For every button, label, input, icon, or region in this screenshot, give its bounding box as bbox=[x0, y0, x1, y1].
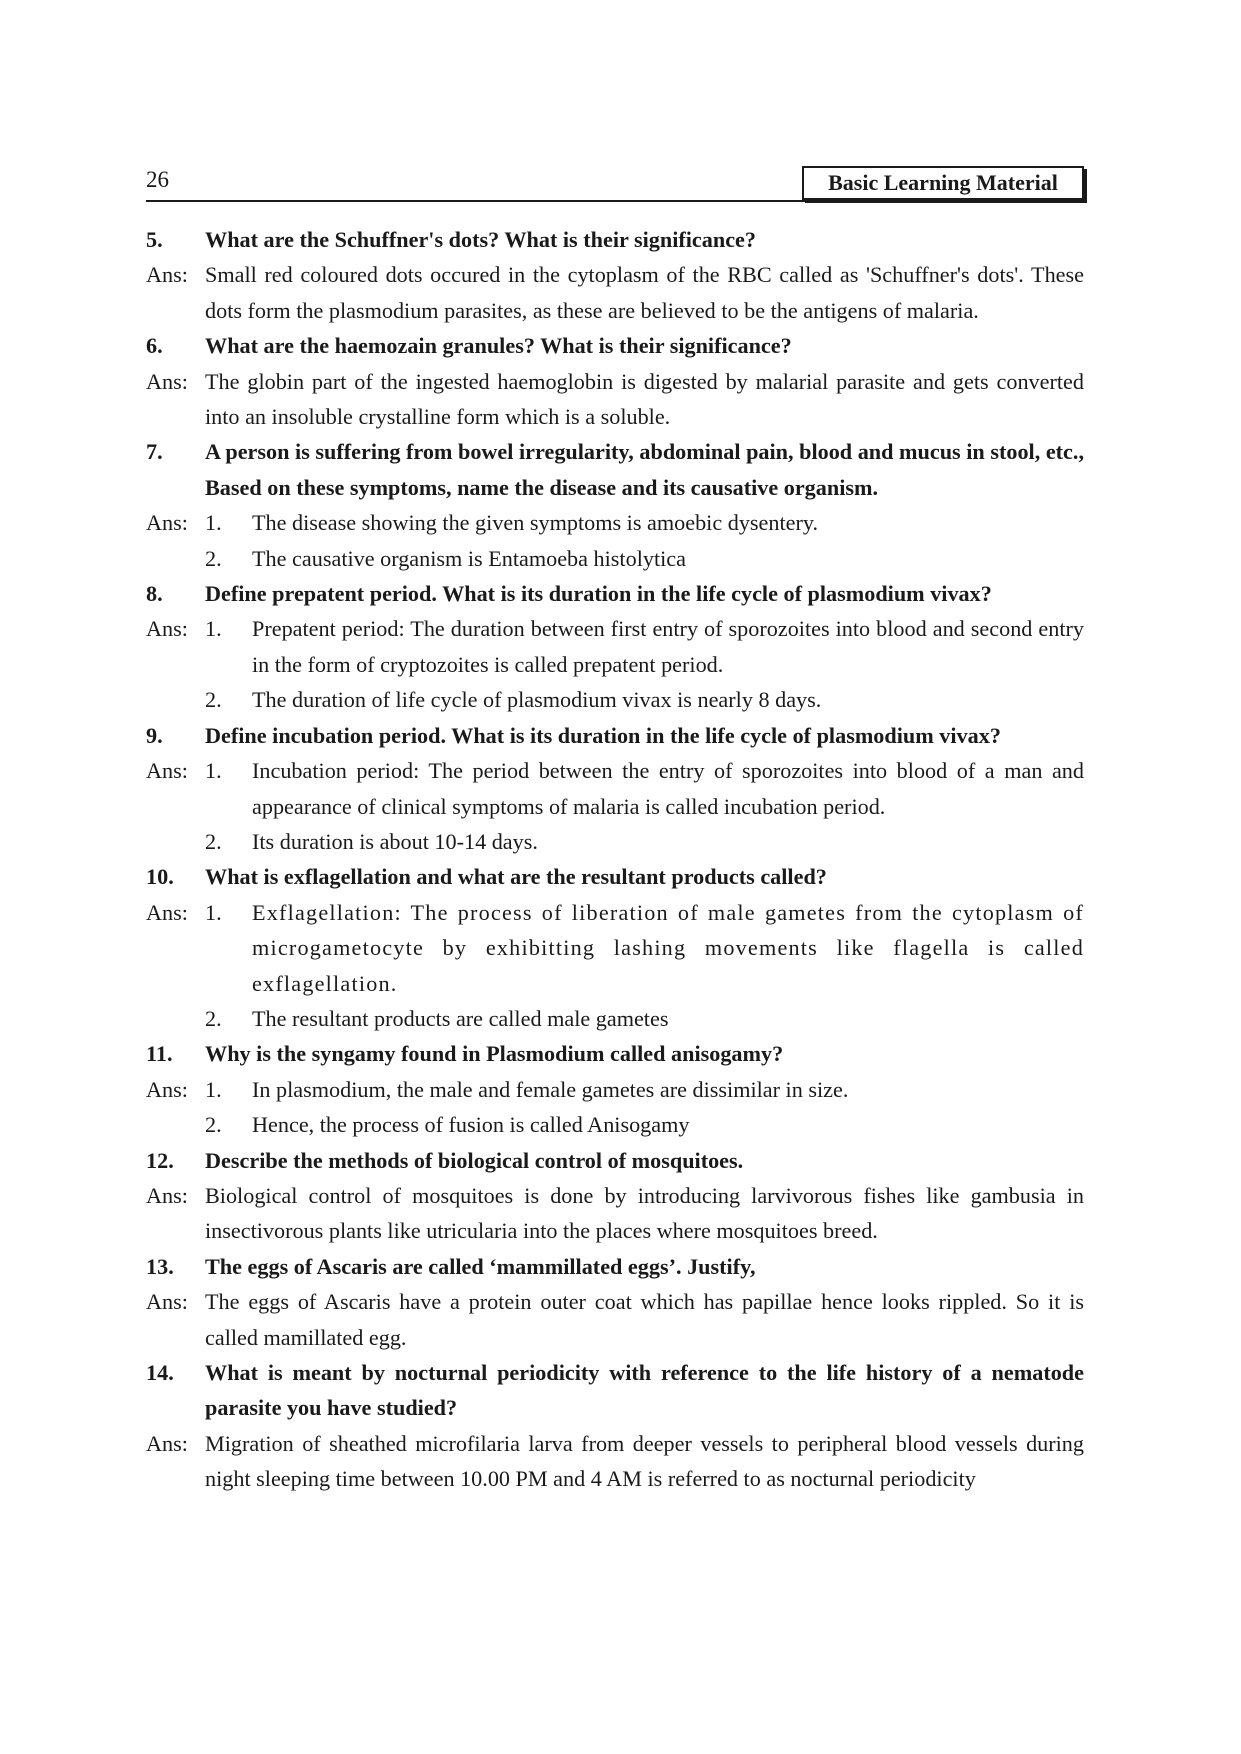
answer-row bbox=[146, 895, 1094, 1037]
answer-point bbox=[205, 753, 1084, 824]
header-rule bbox=[146, 200, 1086, 202]
answer-row bbox=[146, 1072, 1094, 1143]
answer-text: The eggs of Ascaris have a protein outer coat which has papillae hence looks rippled. So it is called mamillated egg. bbox=[205, 1289, 1084, 1350]
question-row bbox=[146, 328, 1094, 363]
question-number: 6. bbox=[146, 333, 163, 359]
answer-label: Ans: bbox=[146, 262, 188, 288]
question-number: 10. bbox=[146, 864, 174, 890]
point-text: The causative organism is Entamoeba histolytica bbox=[252, 545, 686, 571]
point-number: 1. bbox=[205, 758, 222, 784]
answer-row bbox=[146, 1426, 1094, 1497]
point-text: Prepatent period: The duration between first entry of sporozoites into blood and second entry in the form of cryptozoites is called prepatent period. bbox=[252, 616, 1084, 677]
question-text: A person is suffering from bowel irregularity, abdominal pain, blood and mucus in stool, etc., Based on these symptoms, name the disease and its causative organism. bbox=[205, 439, 1084, 500]
point-text: The duration of life cycle of plasmodium vivax is nearly 8 days. bbox=[252, 687, 822, 713]
answer-points bbox=[205, 505, 1094, 576]
question-row bbox=[146, 859, 1094, 894]
question-text: What are the haemozain granules? What is their significance? bbox=[205, 333, 792, 359]
answer-points bbox=[205, 753, 1094, 859]
question-number: 9. bbox=[146, 722, 163, 748]
point-text: Its duration is about 10-14 days. bbox=[252, 828, 538, 854]
answer-text: Migration of sheathed microfilaria larva from deeper vessels to peripheral blood vessels during night sleeping time between 10.00 PM and 4 AM is referred to as nocturnal periodicity bbox=[205, 1430, 1084, 1492]
answer-label: Ans: bbox=[146, 510, 188, 536]
answer-point bbox=[205, 1107, 1084, 1142]
question-number: 13. bbox=[146, 1253, 174, 1279]
answer-text: Small red coloured dots occured in the cytoplasm of the RBC called as 'Schuffner's dots'. These dots form the plasmodium parasites, as these are believed to be the antigens of malaria. bbox=[205, 262, 1084, 323]
point-text: Hence, the process of fusion is called Anisogamy bbox=[252, 1112, 690, 1138]
point-text: The resultant products are called male gametes bbox=[252, 1005, 669, 1031]
answer-text: Biological control of mosquitoes is done by introducing larvivorous fishes like gambusia in insectivorous plants like utricularia into the places where mosquitoes breed. bbox=[205, 1182, 1084, 1244]
question-row bbox=[146, 1249, 1094, 1284]
question-text: Why is the syngamy found in Plasmodium called anisogamy? bbox=[205, 1041, 784, 1067]
answer-label: Ans: bbox=[146, 616, 188, 642]
point-text: Exflagellation: The process of liberation of male gametes from the cytoplasm of microgametocyte by exhibitting lashing movements like flagella is called exflagellation. bbox=[252, 899, 1084, 996]
answer-point bbox=[205, 541, 1084, 576]
question-row bbox=[146, 222, 1094, 257]
point-text: In plasmodium, the male and female gametes are dissimilar in size. bbox=[252, 1076, 849, 1102]
point-number: 2. bbox=[205, 1005, 222, 1031]
question-row bbox=[146, 1355, 1094, 1426]
answer-point bbox=[205, 1001, 1084, 1036]
answer-row bbox=[146, 1178, 1094, 1249]
answer-point bbox=[205, 611, 1084, 682]
question-number: 8. bbox=[146, 581, 163, 607]
answer-row bbox=[146, 505, 1094, 576]
point-number: 2. bbox=[205, 828, 222, 854]
answer-point bbox=[205, 895, 1084, 1001]
answer-label: Ans: bbox=[146, 1076, 188, 1102]
answer-point bbox=[205, 505, 1084, 540]
point-number: 1. bbox=[205, 510, 222, 536]
answer-label: Ans: bbox=[146, 1430, 188, 1456]
point-number: 1. bbox=[205, 899, 222, 925]
answer-points bbox=[205, 611, 1094, 717]
answer-label: Ans: bbox=[146, 899, 188, 925]
point-number: 2. bbox=[205, 545, 222, 571]
answer-text: The globin part of the ingested haemoglobin is digested by malarial parasite and gets converted into an insoluble crystalline form which is a soluble. bbox=[205, 368, 1084, 430]
question-row bbox=[146, 434, 1094, 505]
answer-point bbox=[205, 1072, 1084, 1107]
answer-points bbox=[205, 1072, 1094, 1143]
question-text: Describe the methods of biological control of mosquitoes. bbox=[205, 1147, 744, 1173]
page-number: 26 bbox=[146, 167, 169, 192]
answer-row bbox=[146, 364, 1094, 435]
answer-point bbox=[205, 682, 1084, 717]
point-text: The disease showing the given symptoms is amoebic dysentery. bbox=[252, 510, 819, 536]
point-number: 1. bbox=[205, 616, 222, 642]
question-number: 5. bbox=[146, 227, 163, 252]
question-text: Define prepatent period. What is its duration in the life cycle of plasmodium vivax? bbox=[205, 581, 992, 607]
question-text: The eggs of Ascaris are called ‘mammillated eggs’. Justify, bbox=[205, 1253, 756, 1279]
answer-points bbox=[205, 895, 1094, 1037]
answer-label: Ans: bbox=[146, 758, 188, 784]
question-row bbox=[146, 576, 1094, 611]
question-row bbox=[146, 1036, 1094, 1071]
question-number: 7. bbox=[146, 439, 163, 465]
running-header: Basic Learning Material bbox=[802, 166, 1084, 200]
question-number: 11. bbox=[146, 1041, 173, 1067]
qa-list bbox=[146, 222, 1094, 1497]
question-text: What are the Schuffner's dots? What is their significance? bbox=[205, 227, 756, 252]
point-number: 2. bbox=[205, 1112, 222, 1138]
answer-label: Ans: bbox=[146, 1289, 188, 1315]
question-number: 12. bbox=[146, 1147, 174, 1173]
point-text: Incubation period: The period between the entry of sporozoites into blood of a man and appearance of clinical symptoms of malaria is called incubation period. bbox=[252, 758, 1084, 819]
question-number: 14. bbox=[146, 1360, 174, 1385]
answer-row bbox=[146, 753, 1094, 859]
question-row bbox=[146, 1143, 1094, 1178]
answer-point bbox=[205, 824, 1084, 859]
question-text: What is exflagellation and what are the resultant products called? bbox=[205, 864, 827, 890]
question-row bbox=[146, 718, 1094, 753]
answer-label: Ans: bbox=[146, 368, 188, 394]
point-number: 1. bbox=[205, 1076, 222, 1102]
answer-label: Ans: bbox=[146, 1182, 188, 1208]
answer-row bbox=[146, 257, 1094, 328]
answer-row bbox=[146, 1284, 1094, 1355]
point-number: 2. bbox=[205, 687, 222, 713]
question-text: What is meant by nocturnal periodicity with reference to the life history of a nematode parasite you have studied? bbox=[205, 1360, 1084, 1421]
question-text: Define incubation period. What is its duration in the life cycle of plasmodium vivax? bbox=[205, 722, 1001, 748]
answer-row bbox=[146, 611, 1094, 717]
